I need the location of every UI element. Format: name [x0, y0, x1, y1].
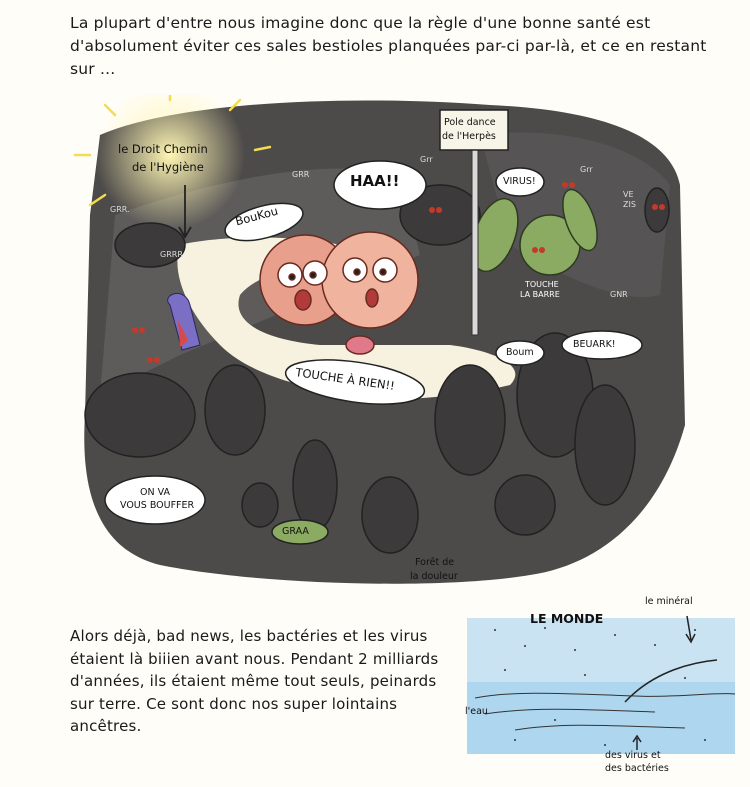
water-area — [467, 682, 735, 754]
top-caption: La plupart d'entre nous imagine donc que la règle d'une bonne santé est d'absolument éviter ces sales bestioles planquées par-ci par-là, et ce en restant sur ... — [70, 14, 707, 78]
forest-label-line-2: la douleur — [410, 571, 458, 582]
grr-3: Grr — [580, 165, 593, 174]
bubble-boukou: BouKou — [233, 203, 280, 229]
bubble-virus: VIRUS! — [503, 176, 536, 187]
pole-sign-line-1: Pole dance — [444, 117, 496, 128]
sfx-ve: VE — [623, 190, 634, 199]
microbes-label-line-1: des virus et — [605, 750, 661, 761]
pole-sign-line-2: de l'Herpès — [442, 131, 496, 142]
bubble-on-va-line-1: ON VA — [140, 487, 170, 498]
bubble-touche-a-rien: TOUCHE À RIEN!! — [294, 365, 396, 393]
pole — [472, 145, 478, 335]
bubble-on-va-line-2: VOUS BOUFFER — [120, 500, 195, 511]
microbes-label-line-2: des bactéries — [605, 763, 669, 774]
sfx-gnr: GNR — [610, 290, 628, 299]
comic-panel — [60, 95, 700, 595]
bubble-graa: GRAA — [282, 526, 309, 537]
sfx-grrr: GRRR — [160, 250, 183, 259]
grr-1: Grr — [420, 155, 433, 164]
bottom-caption: Alors déjà, bad news, les bactéries et les virus étaient là biiien avant nous. Pendant 2 milliards d'années, ils étaient même tout seuls, peinards sur terre. Ce sont donc nos super lointains ancêtres. — [70, 627, 439, 735]
path-label-line-2: de l'Hygiène — [132, 160, 204, 174]
touche-la-barre-line-1: TOUCHE — [525, 280, 559, 289]
bubble-haa: HAA!! — [350, 172, 400, 190]
path-label-line-1: le Droit Chemin — [118, 142, 208, 156]
forest-label-line-1: Forêt de — [415, 557, 455, 568]
sfx-zis: ZIS — [623, 200, 636, 209]
grr-2: GRR. — [110, 205, 130, 214]
bubble-beuark: BEUARK! — [573, 339, 616, 350]
bubble-boum: Boum — [506, 347, 534, 358]
world-diagram — [455, 590, 745, 787]
pole-sign — [440, 110, 508, 150]
diagram-title: LE MONDE — [530, 611, 604, 626]
touche-la-barre-line-2: LA BARRE — [520, 290, 560, 299]
water-label: l'eau — [465, 706, 488, 717]
grr-4: GRR — [292, 170, 310, 179]
mineral-label: le minéral — [645, 596, 693, 607]
